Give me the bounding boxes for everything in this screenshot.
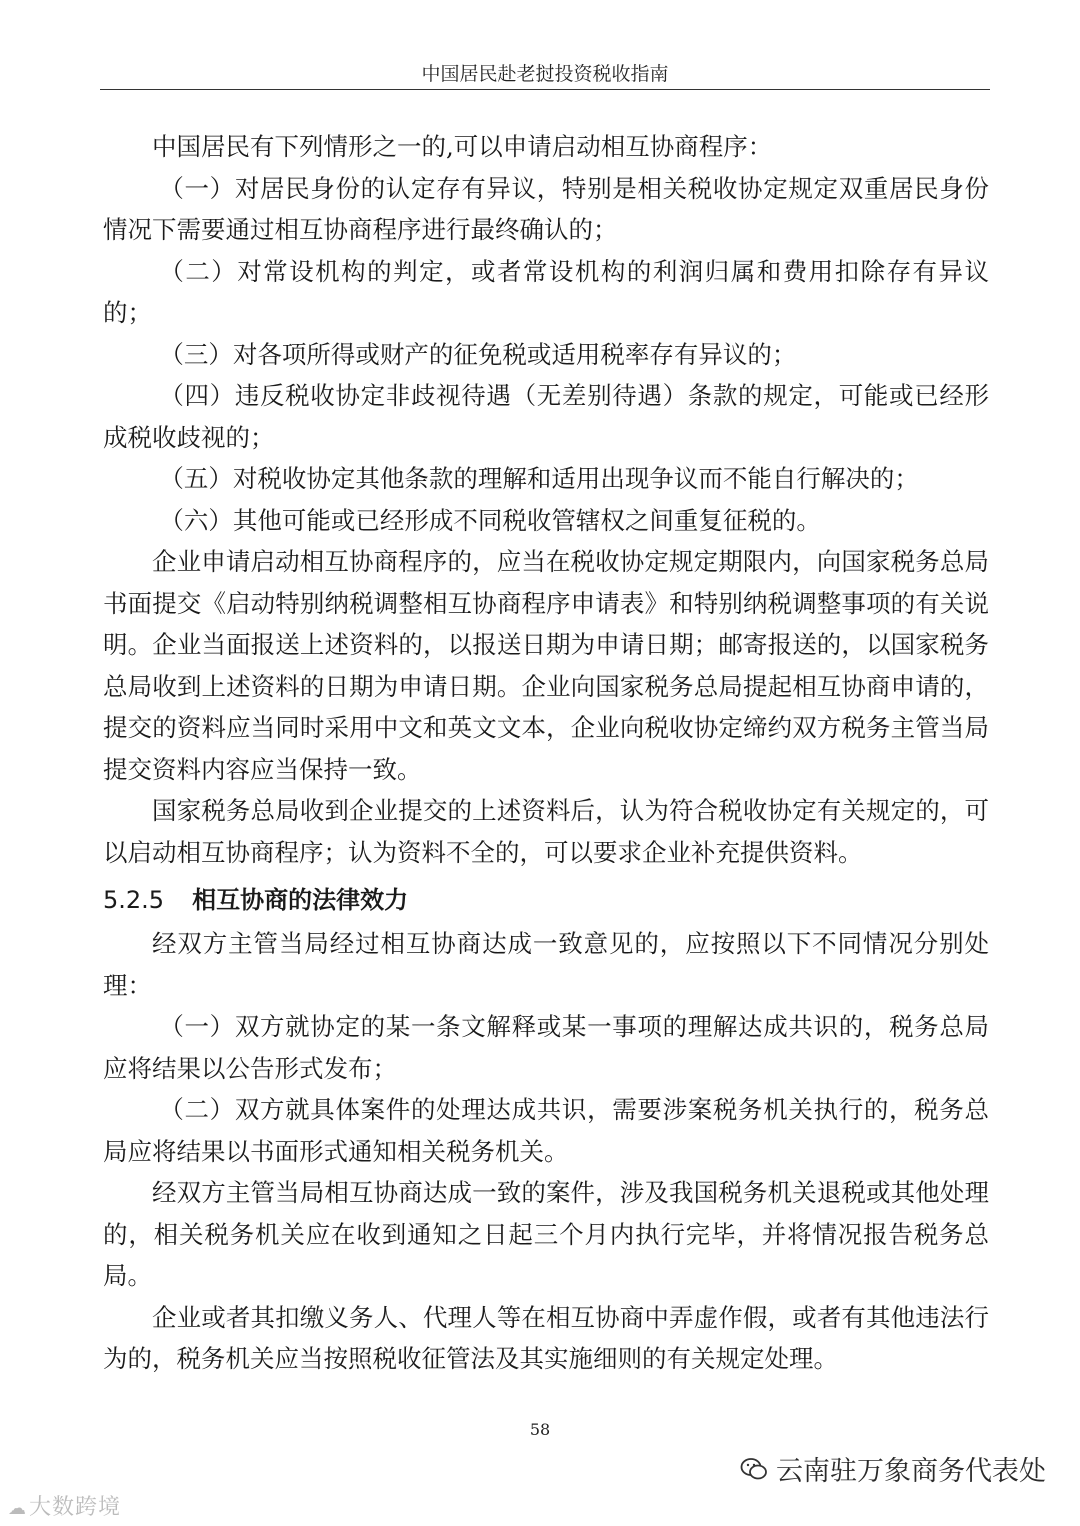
list-item: （二）双方就具体案件的处理达成共识，需要涉案税务机关执行的，税务总局应将结果以书面形式通知相关税务机关。	[103, 1095, 989, 1166]
watermark-official-account	[740, 1449, 1046, 1488]
paragraph-review: 国家税务总局收到企业提交的上述资料后，认为符合税收协定有关规定的，可以启动相互协商程序；认为资料不全的，可以要求企业补充提供资料。	[103, 796, 989, 867]
header-rule	[100, 89, 990, 90]
list-item: （五）对税收协定其他条款的理解和适用出现争议而不能自行解决的；	[159, 464, 919, 493]
list-item: （一）对居民身份的认定存有异议，特别是相关税收协定规定双重居民身份情况下需要通过相互协商程序进行最终确认的；	[103, 173, 989, 244]
section-heading	[103, 877, 989, 923]
watermark-right-text: 云南驻万象商务代表处	[776, 1456, 1046, 1487]
list-item: （六）其他可能或已经形成不同税收管辖权之间重复征税的。	[159, 505, 821, 535]
paragraph-effect: 经双方主管当局经过相互协商达成一致意见的，应按照以下不同情况分别处理：	[103, 929, 989, 1000]
list-item: （二）对常设机构的判定，或者常设机构的利润归属和费用扣除存有异议的；	[103, 256, 989, 327]
wechat-icon	[740, 1457, 768, 1481]
page-number: 58	[529, 1420, 551, 1439]
list-item: （四）违反税收协定非歧视待遇（无差别待遇）条款的规定，可能或已经形成税收歧视的；	[103, 381, 989, 452]
section-title: 相互协商的法律效力	[192, 886, 409, 914]
list-item: （一）双方就协定的某一条文解释或某一事项的理解达成共识的，税务总局应将结果以公告形式发布；	[103, 1012, 989, 1083]
watermark-source	[8, 1490, 121, 1521]
list-item: （三）对各项所得或财产的征免税或适用税率存有异议的；	[159, 339, 797, 369]
running-header: 中国居民赴老挝投资税收指南	[421, 63, 669, 85]
paragraph-apply: 企业申请启动相互协商程序的，应当在税收协定规定期限内，向国家税务总局书面提交《启动特别纳税调整相互协商程序申请表》和特别纳税调整事项的有关说明。企业当面报送上述资料的，以报送日期为申请日期；邮寄报送的，以国家税务总局收到上述资料的日期为申请日期。企业向国家税务总局提起相互协商申请的，提交的资料应当同时采用中文和英文文本，企业向税收协定缔约双方税务主管当局提交资料内容应当保持一致。	[103, 547, 989, 784]
paragraph-fraud: 企业或者其扣缴义务人、代理人等在相互协商中弄虚作假，或者有其他违法行为的，税务机关应当按照税收征管法及其实施细则的有关规定处理。	[103, 1302, 989, 1373]
body-text	[103, 126, 989, 1380]
cloud-icon: ☁	[8, 1498, 27, 1519]
watermark-left-text: 大数跨境	[29, 1495, 122, 1520]
paragraph-refund: 经双方主管当局相互协商达成一致的案件，涉及我国税务机关退税或其他处理的，相关税务机关应在收到通知之日起三个月内执行完毕，并将情况报告税务总局。	[103, 1178, 989, 1290]
paragraph-intro: 中国居民有下列情形之一的,可以申请启动相互协商程序：	[152, 132, 773, 161]
section-number: 5.2.5	[103, 886, 165, 914]
